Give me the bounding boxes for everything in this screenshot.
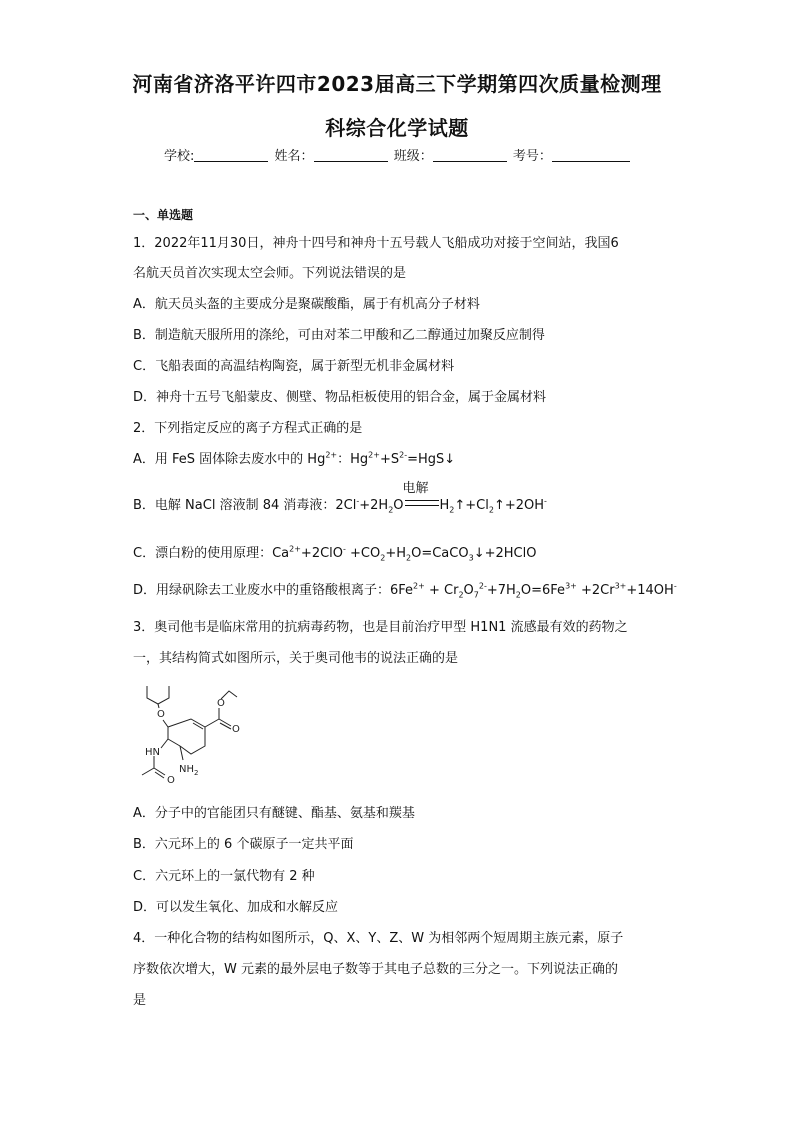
electrolysis-condition: 电解 bbox=[402, 481, 429, 496]
q3-option-b: B．六元环上的 6 个碳原子一定共平面 bbox=[133, 837, 354, 852]
ring-double-bond bbox=[193, 723, 203, 729]
q1-stem-line1: 1．2022年11月30日，神舟十四号和神舟十五号载人飞船成功对接于空间站，我国6 bbox=[133, 236, 619, 251]
ester-bond bbox=[205, 719, 219, 727]
name-label: 姓名： bbox=[274, 149, 314, 164]
ester-carbonyl-oxygen: O bbox=[232, 724, 240, 735]
q3-option-a: A．分子中的官能团只有醚键、酯基、氨基和羰基 bbox=[133, 806, 415, 821]
school-blank[interactable] bbox=[194, 149, 268, 162]
ring-bond bbox=[168, 739, 180, 746]
methyl-bond bbox=[142, 768, 154, 775]
ether-bond-top bbox=[158, 704, 159, 708]
cyclohexene-ring bbox=[168, 719, 205, 754]
amide-oxygen: O bbox=[167, 775, 175, 786]
exam-number-label: 考号： bbox=[512, 149, 552, 164]
q3-option-d: D．可以发生氧化、加成和水解反应 bbox=[133, 900, 339, 915]
q1-stem-line2: 名航天员首次实现太空会师。下列说法错误的是 bbox=[133, 266, 407, 281]
exam-title-line2: 科综合化学试题 bbox=[325, 116, 469, 140]
q4-stem-line1: 4．一种化合物的结构如图所示，Q、X、Y、Z、W 为相邻两个短周期主族元素，原子 bbox=[133, 931, 624, 946]
q2-option-c: C．漂白粉的使用原理：$Ca^{2+}+2ClO^-$ $+CO_2+H_2O=CaCO_3↓+2HClO$ bbox=[133, 544, 537, 563]
q1-option-b: B．制造航天服所用的涤纶，可由对苯二甲酸和乙二醇通过加聚反应制得 bbox=[133, 328, 545, 343]
class-label: 班级： bbox=[393, 149, 433, 164]
carbonyl-bond bbox=[219, 719, 231, 726]
amide-n-bond bbox=[161, 739, 168, 748]
carbonyl-double bbox=[220, 723, 231, 729]
amide-nh: HN bbox=[145, 747, 160, 758]
q1-option-a: A．航天员头盔的主要成分是聚碳酸酯，属于有机高分子材料 bbox=[133, 297, 480, 312]
q4-stem-line2: 序数依次增大，W 元素的最外层电子数等于其电子总数的三分之一。下列说法正确的 bbox=[133, 962, 618, 977]
oseltamivir-structure bbox=[133, 682, 263, 787]
ether-alkyl-chain bbox=[147, 686, 169, 704]
q2-option-d: D．用绿矾除去工业废水中的重铬酸根离子：$6Fe^{2+} + Cr_2O_7^{2-}+7H_2O=6Fe^{3+} +2Cr^{3+}+14OH^-$ bbox=[133, 581, 677, 600]
section-heading: 一、单选题 bbox=[133, 208, 194, 222]
ether-bond-ring bbox=[163, 720, 168, 727]
name-blank[interactable] bbox=[314, 149, 388, 162]
q3-stem-line2: 一，其结构简式如图所示，关于奥司他韦的说法正确的是 bbox=[133, 651, 459, 666]
q1-option-d: D．神舟十五号飞船蒙皮、侧壁、物品柜板使用的铝合金，属于金属材料 bbox=[133, 390, 547, 405]
electrolysis-arrow bbox=[402, 481, 439, 514]
q3-stem-line1: 3．奥司他韦是临床常用的抗病毒药物，也是目前治疗甲型 H1N1 流感最有效的药物之 bbox=[133, 620, 628, 635]
q2-stem: 2．下列指定反应的离子方程式正确的是 bbox=[133, 421, 363, 436]
exam-number-blank[interactable] bbox=[552, 149, 630, 162]
amide-carbonyl-double bbox=[155, 772, 164, 778]
student-info-fields bbox=[164, 145, 632, 164]
q3-option-c: C．六元环上的一氯代物有 2 种 bbox=[133, 869, 315, 884]
exam-title-line1: 河南省济洛平许四市2023届高三下学期第四次质量检测理 bbox=[132, 72, 662, 96]
ether-oxygen: O bbox=[157, 709, 165, 720]
q1-option-c: C．飞船表面的高温结构陶瓷，属于新型无机非金属材料 bbox=[133, 359, 455, 374]
ester-oxygen: O bbox=[217, 698, 225, 709]
q2-option-b: B．电解 NaCl 溶液制 84 消毒液：$2Cl^-+2H_2O$ 电解 $H_2↑+Cl_2↑+2OH^-$ bbox=[133, 481, 547, 515]
q4-stem-line3: 是 bbox=[133, 993, 147, 1008]
school-label: 学校: bbox=[164, 149, 195, 164]
amide-carbonyl bbox=[154, 768, 165, 775]
class-blank[interactable] bbox=[433, 149, 507, 162]
amine-nh2: $NH_2$ bbox=[179, 764, 199, 777]
q2-option-a: A．用 FeS 固体除去废水中的 $Hg^{2+}$：$Hg^{2+}+S^{2-}=HgS↓$ bbox=[133, 450, 456, 467]
